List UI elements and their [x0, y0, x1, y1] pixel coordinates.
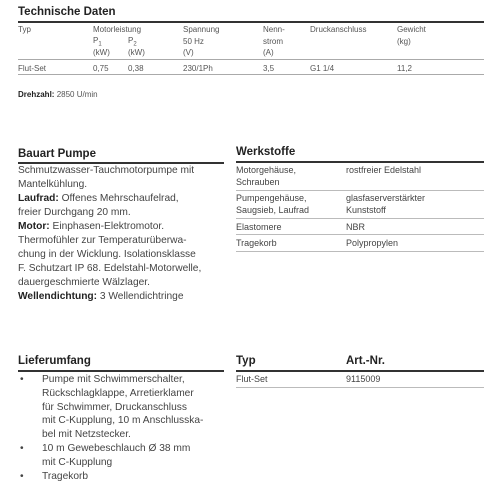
cell-typ: Flut-Set	[18, 64, 47, 73]
werkstoffe-material: rostfreier Edelstahl	[346, 165, 422, 175]
cell-strom: 3,5	[263, 64, 275, 73]
werkstoffe-row	[236, 163, 484, 191]
werkstoffe-title: Werkstoffe	[236, 146, 296, 158]
bauart-line: freier Durchgang 20 mm.	[18, 207, 131, 218]
order-typ: Flut-Set	[236, 374, 268, 384]
order-row-rule	[236, 387, 484, 388]
list-item: • 10 m Gewebeschlauch Ø 38 mm mit C-Kupplung	[20, 442, 191, 468]
motor-line: Motor: Einphasen-Elektromotor.	[18, 221, 165, 232]
cell-druck: G1 1/4	[310, 64, 335, 73]
werkstoffe-material: glasfaserverstärkter Kunststoff	[346, 193, 426, 215]
bauart-line: F. Schutzart IP 68. Edelstahl-Motorwelle,	[18, 263, 202, 274]
col-nennstrom-2: strom	[263, 37, 283, 46]
bullet-icon: •	[20, 442, 24, 454]
col-p1-unit: (kW)	[93, 48, 110, 57]
bauart-line: Mantelkühlung.	[18, 179, 88, 190]
werkstoffe-row	[236, 191, 484, 219]
col-spannung: Spannung	[183, 25, 220, 34]
col-p1: $P_1$	[93, 36, 102, 48]
werkstoffe-part: Pumpengehäuse, Saugsieb, Laufrad	[236, 193, 310, 215]
werkstoffe-material: NBR	[346, 222, 366, 232]
wellendichtung-line: Wellendichtung: 3 Wellendichtringe	[18, 291, 184, 302]
lieferumfang-title: Lieferumfang	[18, 355, 91, 367]
list-item: • Tragekorb	[20, 470, 89, 482]
bauart-line: Thermofühler zur Temperaturüberwa-	[18, 235, 187, 246]
cell-p1: 0,75	[93, 64, 109, 73]
order-title-rule	[236, 370, 484, 372]
tech-title-rule	[18, 21, 484, 23]
tech-row-rule	[18, 74, 484, 75]
col-spannung-unit: (V)	[183, 48, 194, 57]
order-art-header: Art.-Nr.	[346, 355, 385, 367]
tech-header-rule	[18, 59, 484, 60]
cell-p2: 0,38	[128, 64, 144, 73]
werkstoffe-row	[236, 235, 484, 252]
bauart-line: dauergeschmierte Wälzlager.	[18, 277, 150, 288]
col-nennstrom-unit: (A)	[263, 48, 274, 57]
werkstoffe-row	[236, 219, 484, 235]
col-spannung-hz: 50 Hz	[183, 37, 204, 46]
col-motorleistung: Motorleistung	[93, 25, 142, 34]
bauart-text	[18, 164, 233, 304]
order-typ-header: Typ	[236, 355, 256, 367]
col-gewicht-unit: (kg)	[397, 37, 411, 46]
lieferumfang-list	[18, 373, 233, 483]
drehzahl-value: 2850 U/min	[56, 90, 98, 99]
list-item: • Pumpe mit Schwimmerschalter, Rückschlagklappe, Arretierklamer für Schwimmer, Druckanschluss mit C-Kupplung, 10 m Anschlusska- bel mit Netzstecker.	[20, 374, 204, 441]
laufrad-line: Laufrad: Offenes Mehrschaufelrad,	[18, 193, 179, 204]
col-p2-unit: (kW)	[128, 48, 145, 57]
bauart-title: Bauart Pumpe	[18, 148, 96, 160]
lieferumfang-title-rule	[18, 370, 224, 372]
col-typ: Typ	[18, 25, 31, 34]
bauart-line: Schmutzwasser-Tauchmotorpumpe mit	[18, 165, 195, 176]
bullet-icon: •	[20, 470, 24, 482]
order-art: 9115009	[346, 374, 381, 384]
col-nennstrom-1: Nenn-	[263, 25, 285, 34]
drehzahl-label: Drehzahl:	[18, 90, 55, 99]
col-gewicht: Gewicht	[397, 25, 426, 34]
tech-title: Technische Daten	[18, 6, 116, 18]
col-p2: $P_2$	[128, 36, 137, 48]
col-druckanschluss: Druckanschluss	[310, 25, 367, 34]
bauart-line: chung in der Wicklung. Isolationsklasse	[18, 249, 196, 260]
drehzahl	[18, 90, 98, 99]
cell-spannung: 230/1Ph	[183, 64, 213, 73]
werkstoffe-part: Elastomere	[236, 222, 282, 232]
cell-gewicht: 11,2	[397, 64, 412, 73]
werkstoffe-part: Motorgehäuse, Schrauben	[236, 165, 297, 187]
bullet-icon: •	[20, 374, 24, 385]
werkstoffe-material: Polypropylen	[346, 238, 399, 248]
werkstoffe-part: Tragekorb	[236, 238, 277, 248]
